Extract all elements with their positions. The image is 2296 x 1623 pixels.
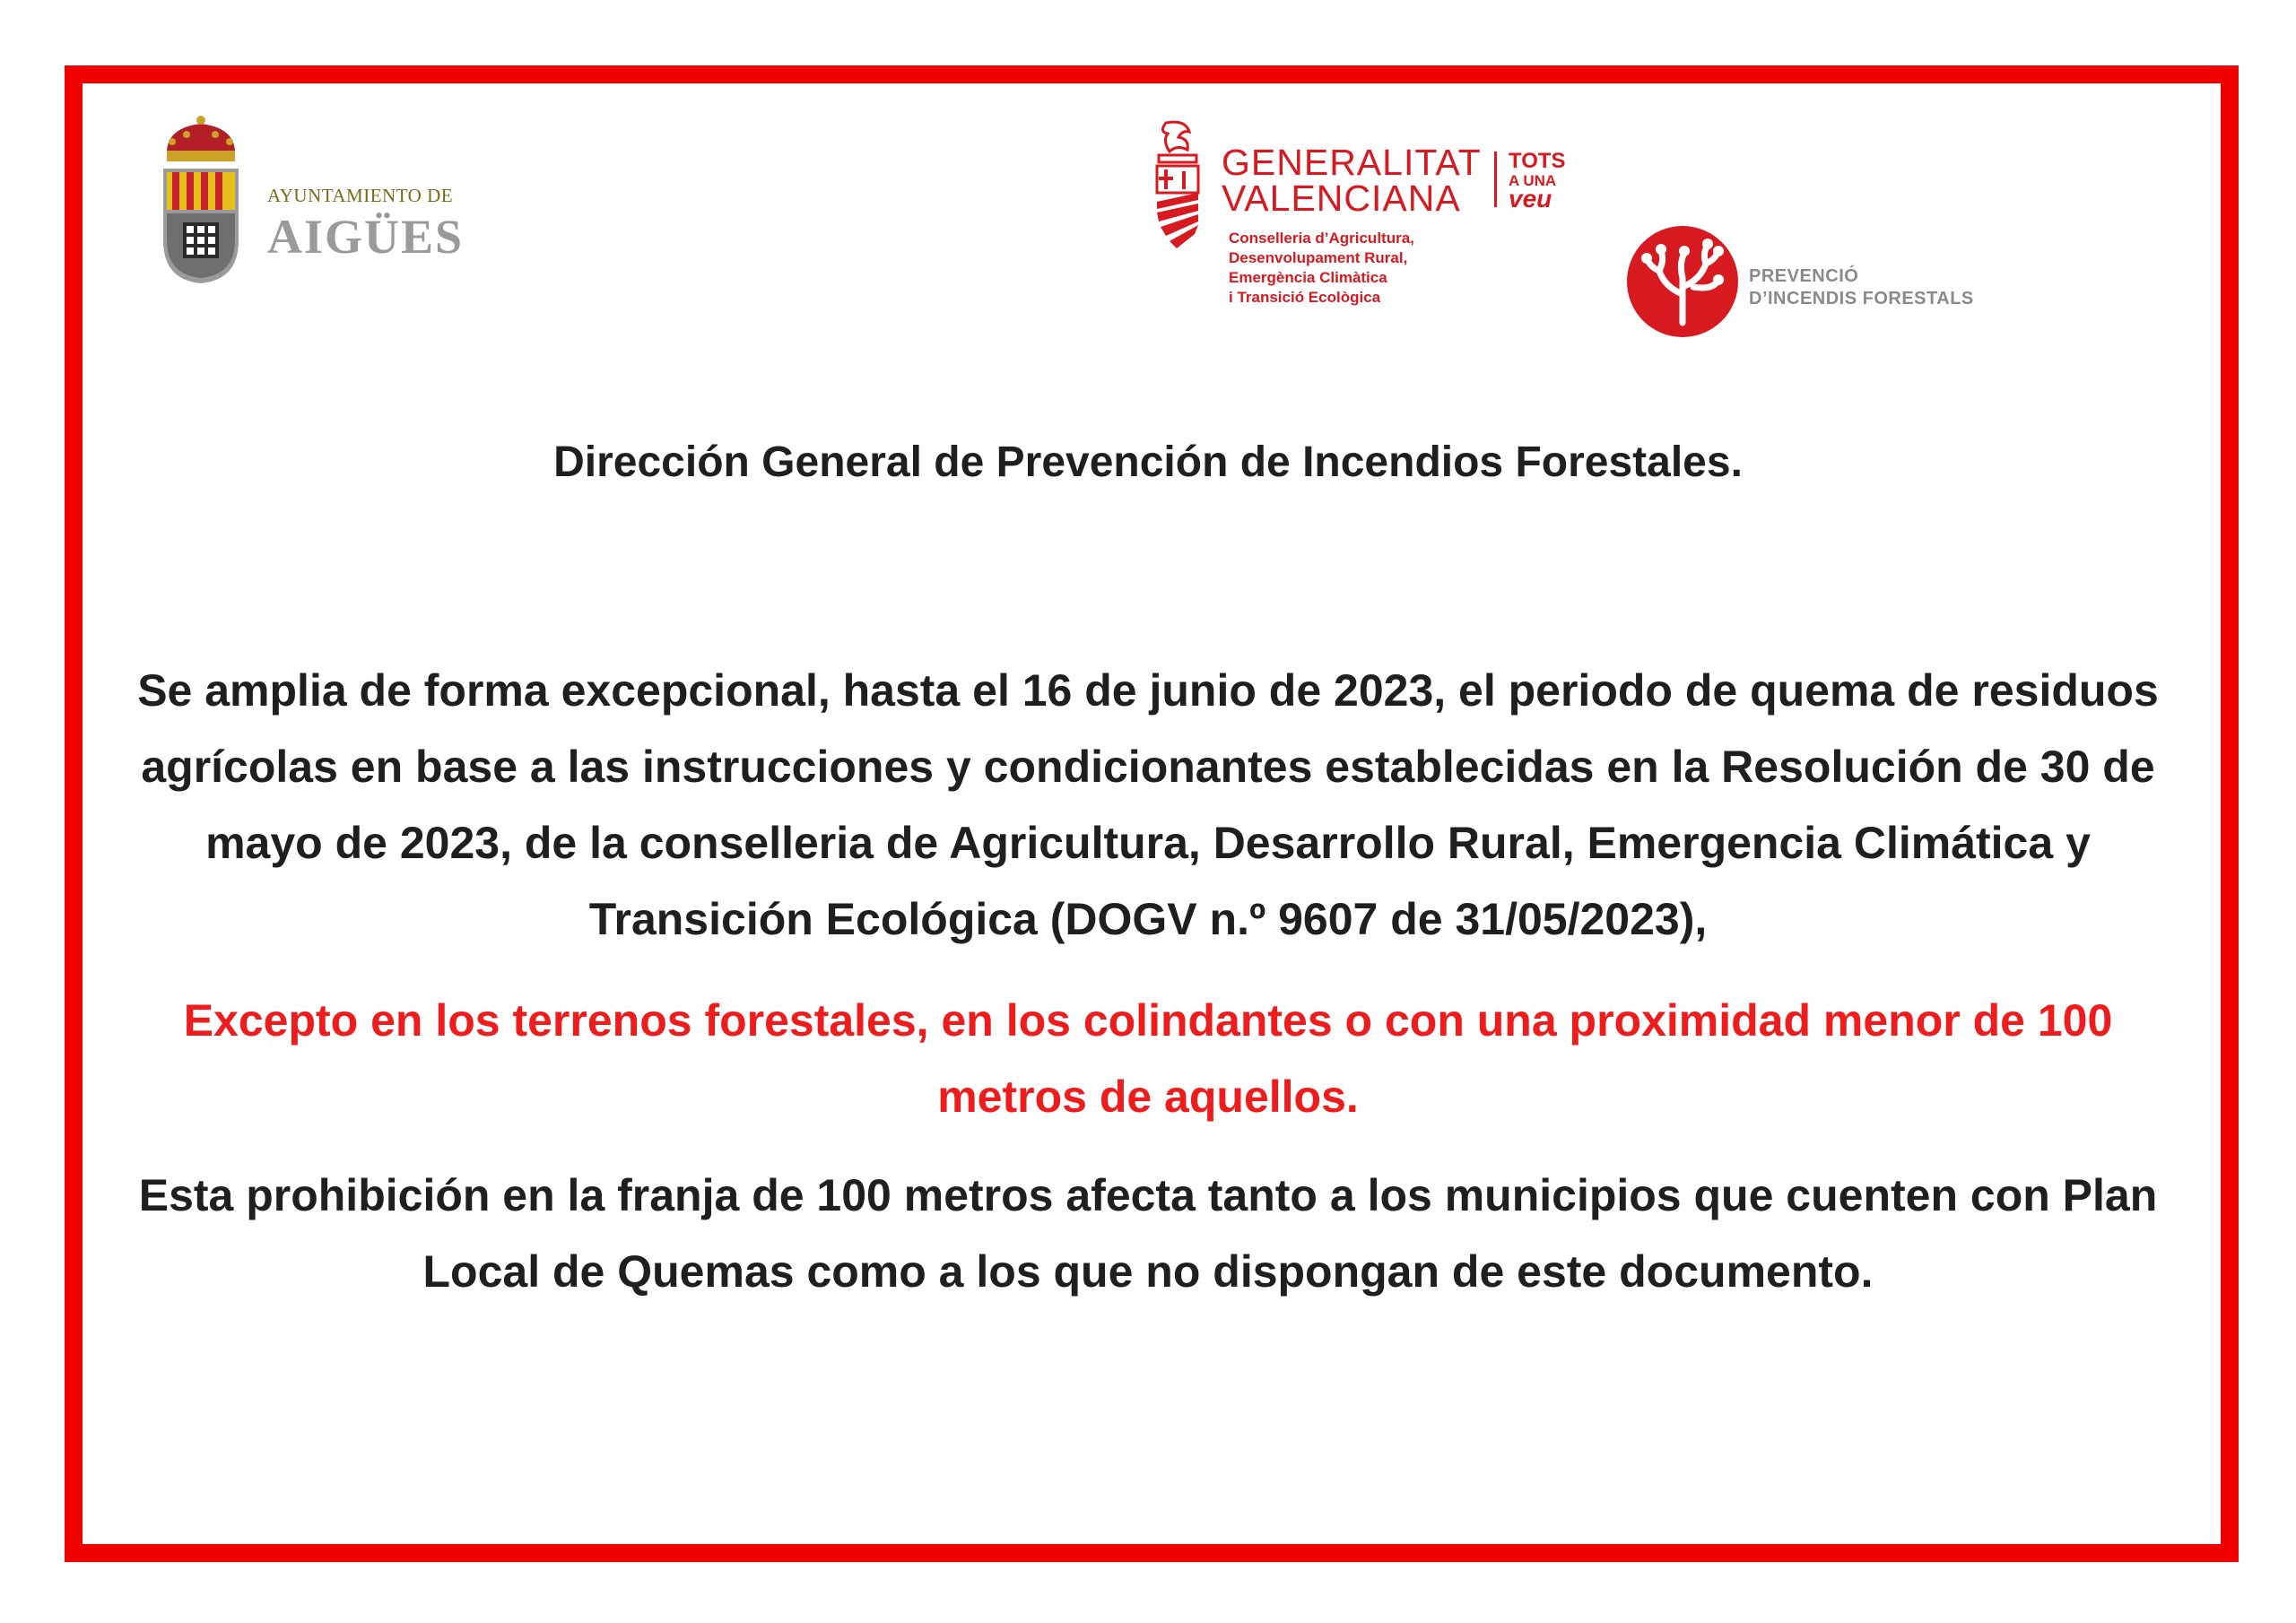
document-heading: Dirección General de Prevención de Incendios Forestales.: [553, 438, 1743, 486]
generalitat-emblem-icon: [1150, 119, 1205, 252]
conselleria-line3: Emergència Climàtica: [1229, 269, 1387, 286]
slogan-line1: TOTS: [1509, 149, 1566, 173]
conselleria-line2: Desenvolupament Rural,: [1229, 249, 1408, 266]
conselleria-line4: i Transició Ecològica: [1229, 289, 1381, 306]
conselleria-name: [1229, 229, 1414, 308]
gva-name-line2: VALENCIANA: [1222, 178, 1461, 219]
paragraph-prohibition: Esta prohibición en la franja de 100 metros afecta tanto a los municipios que cuenten con Plan Local de Quemas como a los que no dispongan de este documento.: [138, 1170, 2158, 1297]
gva-divider: [1494, 152, 1497, 207]
ayuntamiento-label: AYUNTAMIENTO DE: [267, 185, 454, 206]
gva-name-line1: GENERALITAT: [1222, 142, 1482, 183]
paragraph-exception: Excepto en los terrenos forestales, en los colindantes o con una proximidad menor de 100 metros de aquellos.: [183, 995, 2113, 1122]
prevencio-line2: D’INCENDIS FORESTALS: [1749, 289, 1974, 308]
municipality-name: AIGÜES: [267, 210, 465, 264]
ayuntamiento-logo: [160, 115, 500, 294]
coat-of-arms-icon: [160, 115, 242, 285]
prevencio-logo: [1625, 224, 2020, 339]
prevencio-line1: PREVENCIÓ: [1749, 266, 1859, 286]
generalitat-logo: [1150, 119, 1616, 325]
conselleria-line1: Conselleria d’Agricultura,: [1229, 230, 1414, 247]
slogan-line3: veu: [1509, 185, 1552, 213]
slogan-line2: A UNA: [1509, 172, 1557, 189]
gva-slogan: [1509, 151, 1589, 212]
tree-circle-icon: [1625, 224, 1740, 339]
paragraph-extension: Se amplia de forma excepcional, hasta el 16 de junio de 2023, el periodo de quema de residuos agrícolas en base a las instrucciones y condicionantes establecidas en la Resolución de 30 de mayo de 2023, de la conselleria de Agricultura, Desarrollo Rural, Emergencia Climática y Transición Ecológica (DOGV n.º 9607 de 31/05/2023),: [137, 665, 2159, 944]
